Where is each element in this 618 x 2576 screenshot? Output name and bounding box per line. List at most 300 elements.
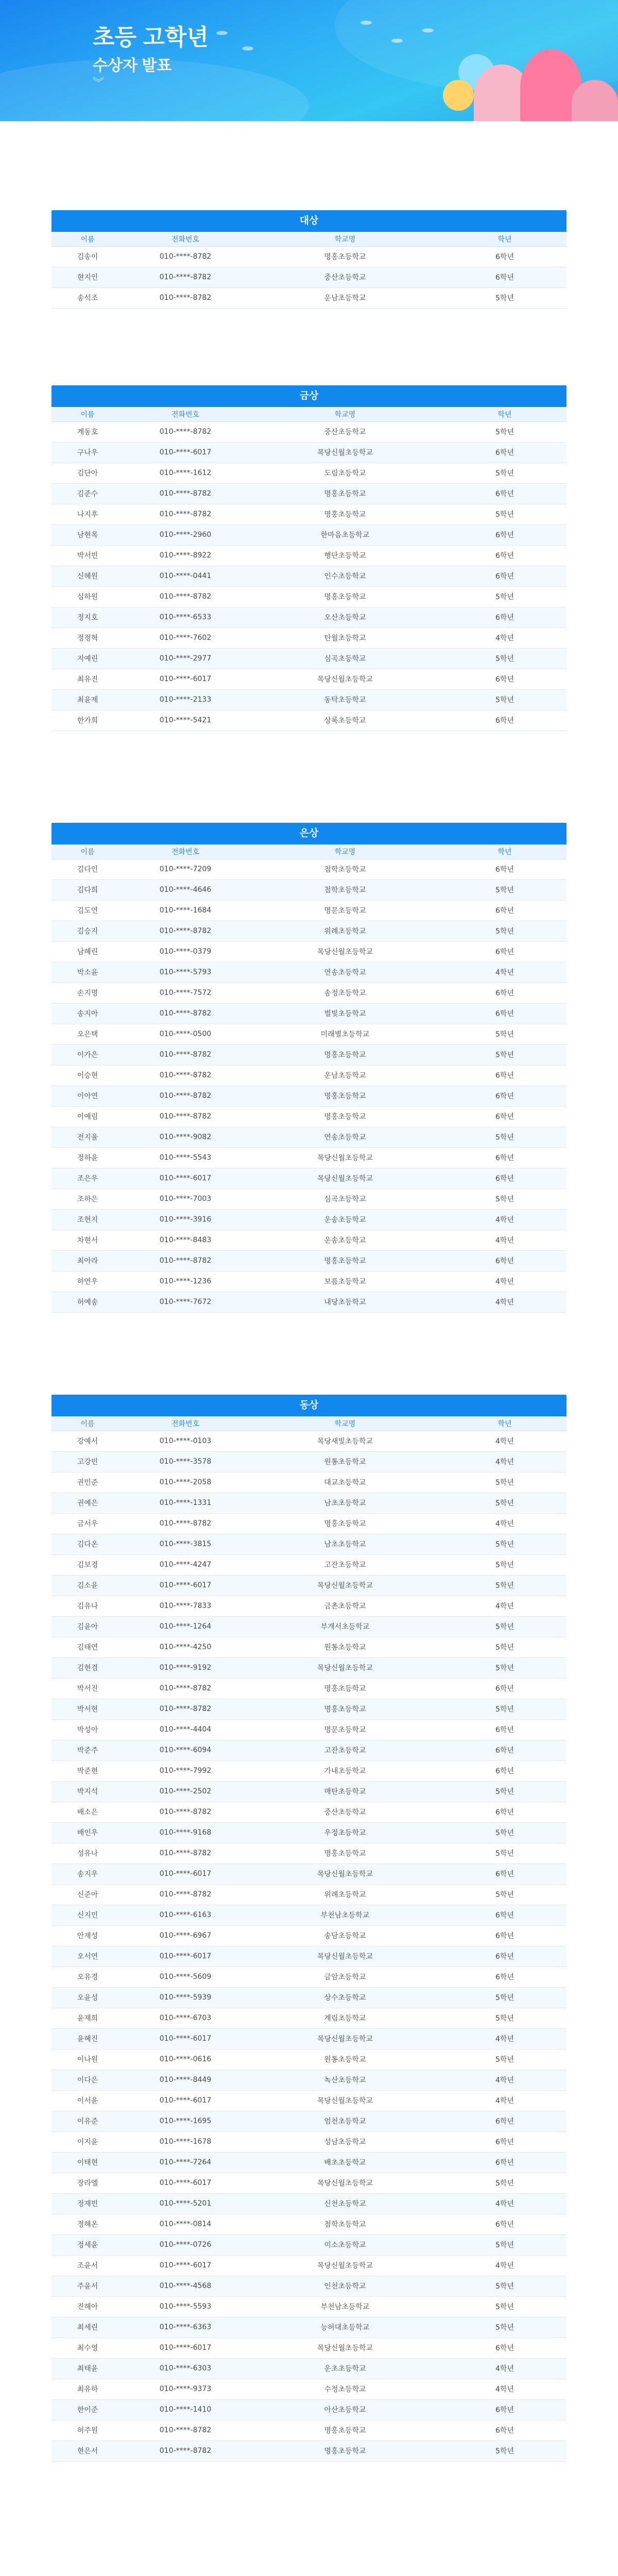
table-row: [52, 421, 566, 442]
winner-school: 명홍초등학교: [247, 1106, 443, 1127]
winner-name: 최수영: [52, 2337, 124, 2358]
winners-table: [52, 1416, 566, 2462]
winner-grade: 5학년: [443, 1189, 566, 1209]
page-title: 초등 고학년: [93, 25, 209, 50]
winner-phone: 010-****-8782: [124, 1699, 247, 1719]
winner-school: 심곡초등학교: [247, 648, 443, 669]
winner-grade: 5학년: [443, 2173, 566, 2193]
winner-grade: 6학년: [443, 483, 566, 504]
table-row: [52, 2420, 566, 2441]
table-row: [52, 900, 566, 921]
winner-name: 이승현: [52, 1065, 124, 1086]
table-row: [52, 2152, 566, 2173]
winner-phone: 010-****-8782: [124, 421, 247, 442]
winner-phone: 010-****-8782: [124, 921, 247, 941]
winner-name: 최유진: [52, 669, 124, 689]
winner-phone: 010-****-5201: [124, 2193, 247, 2214]
winner-name: 김유나: [52, 1596, 124, 1616]
table-row: [52, 1843, 566, 1863]
winner-phone: 010-****-5609: [124, 1967, 247, 1987]
winner-grade: 4학년: [443, 1513, 566, 1534]
winner-grade: 6학년: [443, 1946, 566, 1967]
table-row: [52, 586, 566, 607]
table-row: [52, 2173, 566, 2193]
winner-name: 이아연: [52, 1086, 124, 1106]
winner-grade: 5학년: [443, 463, 566, 483]
winner-grade: 6학년: [443, 1967, 566, 1987]
table-row: [52, 1637, 566, 1657]
winner-grade: 6학년: [443, 1719, 566, 1740]
winners-table: [52, 844, 566, 1313]
fish-icon: [216, 31, 228, 35]
winner-grade: 5학년: [443, 1472, 566, 1493]
table-row: [52, 2090, 566, 2111]
winner-school: 목당신월초등학교: [247, 2255, 443, 2276]
winner-grade: 6학년: [443, 545, 566, 566]
section-title: 동상: [52, 1395, 566, 1416]
winner-grade: 6학년: [443, 1863, 566, 1884]
winner-grade: 4학년: [443, 1596, 566, 1616]
winner-name: 정정혁: [52, 628, 124, 648]
winner-name: 진해아: [52, 2296, 124, 2317]
winner-phone: 010-****-7602: [124, 628, 247, 648]
winner-name: 차현서: [52, 1230, 124, 1250]
winner-school: 목당신월초등학교: [247, 2090, 443, 2111]
winner-school: 고잔초등학교: [247, 1740, 443, 1760]
table-row: [52, 2276, 566, 2296]
winner-phone: 010-****-8782: [124, 1802, 247, 1822]
winner-school: 배초초등학교: [247, 2152, 443, 2173]
winner-name: 이다은: [52, 2070, 124, 2090]
table-row: [52, 2028, 566, 2049]
winner-phone: 010-****-1264: [124, 1616, 247, 1637]
winner-school: 연송초등학교: [247, 1127, 443, 1147]
winner-phone: 010-****-8782: [124, 504, 247, 524]
winner-phone: 010-****-5421: [124, 710, 247, 731]
winner-phone: 010-****-9082: [124, 1127, 247, 1147]
winner-school: 미래별초등학교: [247, 1024, 443, 1044]
winner-school: 명홍초등학교: [247, 246, 443, 267]
winner-phone: 010-****-6703: [124, 2008, 247, 2028]
winner-name: 권민준: [52, 1472, 124, 1493]
winner-phone: 010-****-2502: [124, 1781, 247, 1802]
column-header-name: 이름: [52, 407, 124, 421]
winner-phone: 010-****-7264: [124, 2152, 247, 2173]
winner-name: 신준아: [52, 1884, 124, 1905]
winner-name: 하연우: [52, 1271, 124, 1292]
winner-name: 김보경: [52, 1554, 124, 1575]
winner-name: 지예린: [52, 648, 124, 669]
winner-name: 조현지: [52, 1209, 124, 1230]
winner-name: 구나우: [52, 442, 124, 463]
table-row: [52, 2379, 566, 2399]
winner-school: 명홍초등학교: [247, 586, 443, 607]
table-row: [52, 1946, 566, 1967]
winner-phone: 010-****-8782: [124, 1044, 247, 1065]
winner-name: 송지우: [52, 1863, 124, 1884]
winner-grade: 6학년: [443, 982, 566, 1003]
winner-phone: 010-****-4250: [124, 1637, 247, 1657]
winner-school: 인수초등학교: [247, 566, 443, 586]
winner-phone: 010-****-7003: [124, 1189, 247, 1209]
table-row: [52, 1678, 566, 1699]
winner-school: 원통초등학교: [247, 1451, 443, 1472]
winner-school: 중산초등학교: [247, 421, 443, 442]
winner-school: 부천남초등학교: [247, 1905, 443, 1925]
winner-name: 계동호: [52, 421, 124, 442]
winner-phone: 010-****-0379: [124, 941, 247, 962]
table-row: [52, 1493, 566, 1513]
winner-name: 김준수: [52, 483, 124, 504]
winner-name: 조하은: [52, 1189, 124, 1209]
winner-school: 첨학초등학교: [247, 859, 443, 879]
winner-name: 오유경: [52, 1967, 124, 1987]
winner-phone: 010-****-8782: [124, 1513, 247, 1534]
winner-name: 정세윤: [52, 2234, 124, 2255]
winner-phone: 010-****-8782: [124, 2420, 247, 2441]
winner-school: 녹산초등학교: [247, 2070, 443, 2090]
winner-phone: 010-****-8782: [124, 1003, 247, 1024]
winner-school: 우정초등학교: [247, 1822, 443, 1843]
winner-name: 이나원: [52, 2049, 124, 2070]
table-row: [52, 1127, 566, 1147]
winner-name: 최유하: [52, 2379, 124, 2399]
winner-name: 정재빈: [52, 2193, 124, 2214]
winner-grade: 6학년: [443, 2420, 566, 2441]
table-row: [52, 2399, 566, 2420]
table-row: [52, 1822, 566, 1843]
table-row: [52, 1513, 566, 1534]
column-header-name: 이름: [52, 1416, 124, 1431]
winner-school: 목당신월초등학교: [247, 1657, 443, 1678]
winner-name: 김단아: [52, 463, 124, 483]
winner-school: 중산초등학교: [247, 267, 443, 287]
winner-grade: 4학년: [443, 962, 566, 982]
winner-name: 박준주: [52, 1740, 124, 1760]
winner-school: 목당신월초등학교: [247, 1863, 443, 1884]
winner-phone: 010-****-6967: [124, 1925, 247, 1946]
winner-phone: 010-****-1684: [124, 900, 247, 921]
table-row: [52, 1967, 566, 1987]
winner-grade: 5학년: [443, 1637, 566, 1657]
winner-school: 원통초등학교: [247, 2049, 443, 2070]
table-row: [52, 1250, 566, 1271]
winner-grade: 5학년: [443, 1127, 566, 1147]
winner-name: 허주원: [52, 2420, 124, 2441]
table-row: [52, 689, 566, 710]
winner-grade: 6학년: [443, 2111, 566, 2131]
winner-name: 김송이: [52, 246, 124, 267]
column-header-school: 학교명: [247, 1416, 443, 1431]
winner-school: 남초초등학교: [247, 1534, 443, 1554]
winner-school: 명홍초등학교: [247, 2420, 443, 2441]
winner-school: 목당신월초등학교: [247, 1168, 443, 1189]
winner-name: 송석조: [52, 287, 124, 308]
column-header-phone: 전화번호: [124, 232, 247, 246]
winner-school: 명홍초등학교: [247, 1044, 443, 1065]
winner-school: 목당신월초등학교: [247, 2337, 443, 2358]
winner-phone: 010-****-6017: [124, 2337, 247, 2358]
winner-name: 박지석: [52, 1781, 124, 1802]
table-row: [52, 1534, 566, 1554]
winner-name: 최아라: [52, 1250, 124, 1271]
award-section: [52, 210, 566, 309]
section-title: 대상: [52, 210, 566, 232]
winner-school: 부천남초등학교: [247, 2296, 443, 2317]
winner-phone: 010-****-6017: [124, 1863, 247, 1884]
winner-name: 김도연: [52, 900, 124, 921]
winner-grade: 5학년: [443, 2234, 566, 2255]
winner-phone: 010-****-0441: [124, 566, 247, 586]
winner-phone: 010-****-8782: [124, 287, 247, 308]
winner-grade: 6학년: [443, 669, 566, 689]
winner-school: 연송초등학교: [247, 962, 443, 982]
winner-phone: 010-****-8782: [124, 2441, 247, 2461]
table-row: [52, 2214, 566, 2234]
winner-grade: 4학년: [443, 628, 566, 648]
winner-name: 김승지: [52, 921, 124, 941]
winner-phone: 010-****-3815: [124, 1534, 247, 1554]
winner-grade: 5학년: [443, 1699, 566, 1719]
winner-grade: 6학년: [443, 2337, 566, 2358]
winner-phone: 010-****-8483: [124, 1230, 247, 1250]
table-row: [52, 1189, 566, 1209]
winner-name: 김현겸: [52, 1657, 124, 1678]
table-row: [52, 607, 566, 628]
winner-school: 계림초등학교: [247, 2008, 443, 2028]
winner-school: 명홍초등학교: [247, 2441, 443, 2461]
winner-school: 목당신월초등학교: [247, 1946, 443, 1967]
fish-icon: [360, 21, 372, 25]
winner-grade: 6학년: [443, 1106, 566, 1127]
winner-school: 명홍초등학교: [247, 483, 443, 504]
winner-grade: 4학년: [443, 2255, 566, 2276]
table-row: [52, 1431, 566, 1451]
winner-school: 원통초등학교: [247, 1637, 443, 1657]
column-header-school: 학교명: [247, 232, 443, 246]
winner-school: 고잔초등학교: [247, 1554, 443, 1575]
winner-grade: 4학년: [443, 2070, 566, 2090]
winner-name: 현은서: [52, 2441, 124, 2461]
winner-school: 대교초등학교: [247, 1472, 443, 1493]
winner-grade: 6학년: [443, 1250, 566, 1271]
winner-grade: 4학년: [443, 2193, 566, 2214]
winner-school: 목당신월초등학교: [247, 2028, 443, 2049]
bubble-decoration: [443, 80, 474, 111]
winner-phone: 010-****-0814: [124, 2214, 247, 2234]
winner-school: 신천초등학교: [247, 2193, 443, 2214]
winner-school: 탄월초등학교: [247, 628, 443, 648]
table-row: [52, 628, 566, 648]
winner-name: 김소윤: [52, 1575, 124, 1596]
winner-grade: 5학년: [443, 287, 566, 308]
winner-grade: 5학년: [443, 689, 566, 710]
table-row: [52, 1292, 566, 1312]
winner-grade: 6학년: [443, 246, 566, 267]
winner-name: 권예은: [52, 1493, 124, 1513]
winner-grade: 4학년: [443, 2379, 566, 2399]
winner-name: 배소은: [52, 1802, 124, 1822]
winner-grade: 6학년: [443, 607, 566, 628]
winner-name: 오서연: [52, 1946, 124, 1967]
winner-phone: 010-****-0500: [124, 1024, 247, 1044]
winner-name: 장라엘: [52, 2173, 124, 2193]
winner-phone: 010-****-3578: [124, 1451, 247, 1472]
winner-grade: 5학년: [443, 2317, 566, 2337]
winner-name: 성유나: [52, 1843, 124, 1863]
winner-school: 동탁초등학교: [247, 689, 443, 710]
winner-name: 주윤서: [52, 2276, 124, 2296]
winner-name: 한이준: [52, 2399, 124, 2420]
table-row: [52, 2317, 566, 2337]
winner-name: 남혜린: [52, 941, 124, 962]
table-row: [52, 710, 566, 731]
table-row: [52, 1106, 566, 1127]
winner-name: 최태윤: [52, 2358, 124, 2379]
winner-grade: 5학년: [443, 1044, 566, 1065]
table-row: [52, 1024, 566, 1044]
winner-phone: 010-****-6533: [124, 607, 247, 628]
table-row: [52, 504, 566, 524]
winner-name: 최윤제: [52, 689, 124, 710]
winner-grade: 6학년: [443, 710, 566, 731]
winner-phone: 010-****-9373: [124, 2379, 247, 2399]
column-header-name: 이름: [52, 844, 124, 859]
table-row: [52, 2070, 566, 2090]
winner-name: 박서현: [52, 1699, 124, 1719]
winner-school: 아산초등학교: [247, 2399, 443, 2420]
page-subtitle: 수상자 발표: [93, 57, 172, 74]
winner-grade: 6학년: [443, 1740, 566, 1760]
winner-grade: 6학년: [443, 1802, 566, 1822]
winner-grade: 4학년: [443, 1451, 566, 1472]
winner-school: 운송초등학교: [247, 1209, 443, 1230]
winner-school: 한마음초등학교: [247, 524, 443, 545]
winner-name: 윤혜진: [52, 2028, 124, 2049]
award-section: [52, 385, 566, 731]
winner-school: 금암초등학교: [247, 1967, 443, 1987]
winner-name: 오은택: [52, 1024, 124, 1044]
winner-school: 남초초등학교: [247, 1493, 443, 1513]
winner-grade: 6학년: [443, 859, 566, 879]
winner-school: 운남초등학교: [247, 287, 443, 308]
table-row: [52, 2255, 566, 2276]
winner-phone: 010-****-4404: [124, 1719, 247, 1740]
winner-grade: 4학년: [443, 2028, 566, 2049]
winner-grade: 5학년: [443, 648, 566, 669]
winner-school: 금촌초등학교: [247, 1596, 443, 1616]
winner-phone: 010-****-7992: [124, 1760, 247, 1781]
winner-school: 명홍초등학교: [247, 1699, 443, 1719]
winner-phone: 010-****-4646: [124, 879, 247, 900]
winner-phone: 010-****-6017: [124, 669, 247, 689]
winner-phone: 010-****-6094: [124, 1740, 247, 1760]
winner-name: 이태현: [52, 2152, 124, 2173]
table-row: [52, 2234, 566, 2255]
winner-school: 위례초등학교: [247, 921, 443, 941]
winner-name: 이지윤: [52, 2131, 124, 2152]
table-row: [52, 1987, 566, 2008]
table-row: [52, 1086, 566, 1106]
winner-name: 김다희: [52, 879, 124, 900]
winner-name: 이서윤: [52, 2090, 124, 2111]
table-row: [52, 1168, 566, 1189]
winner-school: 첨학초등학교: [247, 879, 443, 900]
column-header-phone: 전화번호: [124, 844, 247, 859]
winner-phone: 010-****-8782: [124, 1843, 247, 1863]
winner-school: 목당신월초등학교: [247, 669, 443, 689]
winner-phone: 010-****-4247: [124, 1554, 247, 1575]
winner-school: 목당신월초등학교: [247, 2173, 443, 2193]
winner-name: 윤재희: [52, 2008, 124, 2028]
winner-school: 목당신월초등학교: [247, 442, 443, 463]
winner-phone: 010-****-5543: [124, 1147, 247, 1168]
winner-phone: 010-****-1678: [124, 2131, 247, 2152]
winner-grade: 6학년: [443, 2399, 566, 2420]
table-row: [52, 442, 566, 463]
table-row: [52, 2111, 566, 2131]
winner-grade: 5학년: [443, 504, 566, 524]
table-row: [52, 921, 566, 941]
hero-banner: [0, 0, 618, 121]
winner-phone: 010-****-8782: [124, 1884, 247, 1905]
winner-phone: 010-****-8782: [124, 267, 247, 287]
table-row: [52, 2358, 566, 2379]
winners-table: [52, 232, 566, 309]
winner-phone: 010-****-6017: [124, 442, 247, 463]
table-row: [52, 287, 566, 308]
winner-phone: 010-****-7833: [124, 1596, 247, 1616]
winner-phone: 010-****-8922: [124, 545, 247, 566]
winner-grade: 5학년: [443, 1493, 566, 1513]
winner-grade: 6학년: [443, 941, 566, 962]
table-row: [52, 1451, 566, 1472]
winner-phone: 010-****-7572: [124, 982, 247, 1003]
winner-phone: 010-****-5793: [124, 962, 247, 982]
table-row: [52, 246, 566, 267]
winner-school: 명홍초등학교: [247, 1250, 443, 1271]
table-row: [52, 2296, 566, 2317]
winner-school: 명홍초등학교: [247, 504, 443, 524]
winner-school: 보름초등학교: [247, 1271, 443, 1292]
table-row: [52, 524, 566, 545]
column-header-grade: 학년: [443, 407, 566, 421]
winner-grade: 5학년: [443, 879, 566, 900]
winner-name: 박서진: [52, 1678, 124, 1699]
winner-phone: 010-****-8782: [124, 1250, 247, 1271]
award-section: [52, 823, 566, 1313]
winner-grade: 5학년: [443, 421, 566, 442]
winner-school: 위례초등학교: [247, 1884, 443, 1905]
coral-decoration: [572, 80, 618, 121]
winner-name: 조은우: [52, 1168, 124, 1189]
winner-phone: 010-****-0103: [124, 1431, 247, 1451]
winner-school: 상수초등학교: [247, 1987, 443, 2008]
winner-grade: 6학년: [443, 1168, 566, 1189]
winner-phone: 010-****-7209: [124, 859, 247, 879]
winner-phone: 010-****-8449: [124, 2070, 247, 2090]
winner-name: 강예서: [52, 1431, 124, 1451]
winner-phone: 010-****-8782: [124, 1065, 247, 1086]
winner-name: 한가희: [52, 710, 124, 731]
table-row: [52, 545, 566, 566]
winner-name: 김태연: [52, 1637, 124, 1657]
winner-school: 목당신월초등학교: [247, 1147, 443, 1168]
winner-grade: 5학년: [443, 1616, 566, 1637]
winner-school: 심곡초등학교: [247, 1189, 443, 1209]
winner-phone: 010-****-2977: [124, 648, 247, 669]
winner-school: 오산초등학교: [247, 607, 443, 628]
